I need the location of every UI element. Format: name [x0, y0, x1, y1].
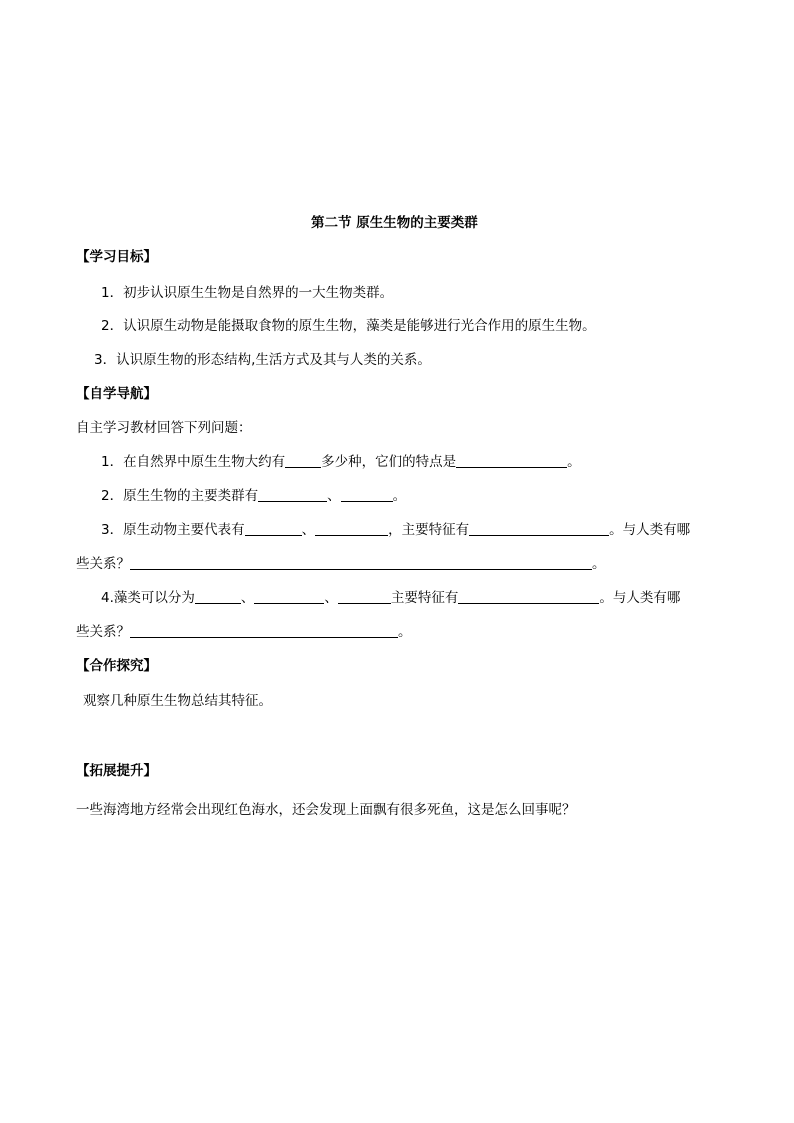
guide-heading: 【自学导航】 [76, 386, 157, 402]
objective-item: 3．认识原生物的形态结构,生活方式及其与人类的关系。 [94, 352, 431, 368]
objectives-heading: 【学习目标】 [76, 249, 157, 265]
answer-blank[interactable] [195, 589, 241, 604]
question-3: 3．原生动物主要代表有 、 ，主要特征有 。与人类有哪 [101, 522, 691, 538]
answer-blank[interactable] [130, 623, 398, 638]
page-title: 第二节 原生生物的主要类群 [311, 215, 478, 231]
answer-blank[interactable] [456, 453, 567, 468]
extend-heading: 【拓展提升】 [76, 763, 157, 779]
answer-blank[interactable] [341, 487, 393, 502]
extend-text: 一些海湾地方经常会出现红色海水，还会发现上面飘有很多死鱼，这是怎么回事呢？ [76, 802, 576, 818]
question-1: 1．在自然界中原生生物大约有 多少种，它们的特点是 。 [101, 454, 581, 470]
guide-intro: 自主学习教材回答下列问题： [76, 420, 252, 436]
answer-blank[interactable] [315, 521, 388, 536]
question-2: 2．原生生物的主要类群有 、 。 [101, 488, 407, 504]
answer-blank[interactable] [469, 521, 609, 536]
question-3-continued: 些关系？ 。 [76, 556, 606, 572]
cooperate-heading: 【合作探究】 [76, 658, 157, 674]
answer-blank[interactable] [458, 589, 599, 604]
answer-blank[interactable] [258, 487, 327, 502]
answer-blank[interactable] [338, 589, 391, 604]
objective-item: 2．认识原生动物是能摄取食物的原生生物，藻类是能够进行光合作用的原生生物。 [101, 318, 596, 334]
cooperate-text: 观察几种原生生物总结其特征。 [83, 693, 272, 709]
answer-blank[interactable] [254, 589, 324, 604]
answer-blank[interactable] [130, 555, 592, 570]
objective-item: 1．初步认识原生生物是自然界的一大生物类群。 [101, 285, 394, 301]
question-4: 4.藻类可以分为 、 、 主要特征有 。与人类有哪 [101, 590, 681, 606]
answer-blank[interactable] [245, 521, 302, 536]
answer-blank[interactable] [285, 453, 321, 468]
question-4-continued: 些关系？ 。 [76, 624, 412, 640]
